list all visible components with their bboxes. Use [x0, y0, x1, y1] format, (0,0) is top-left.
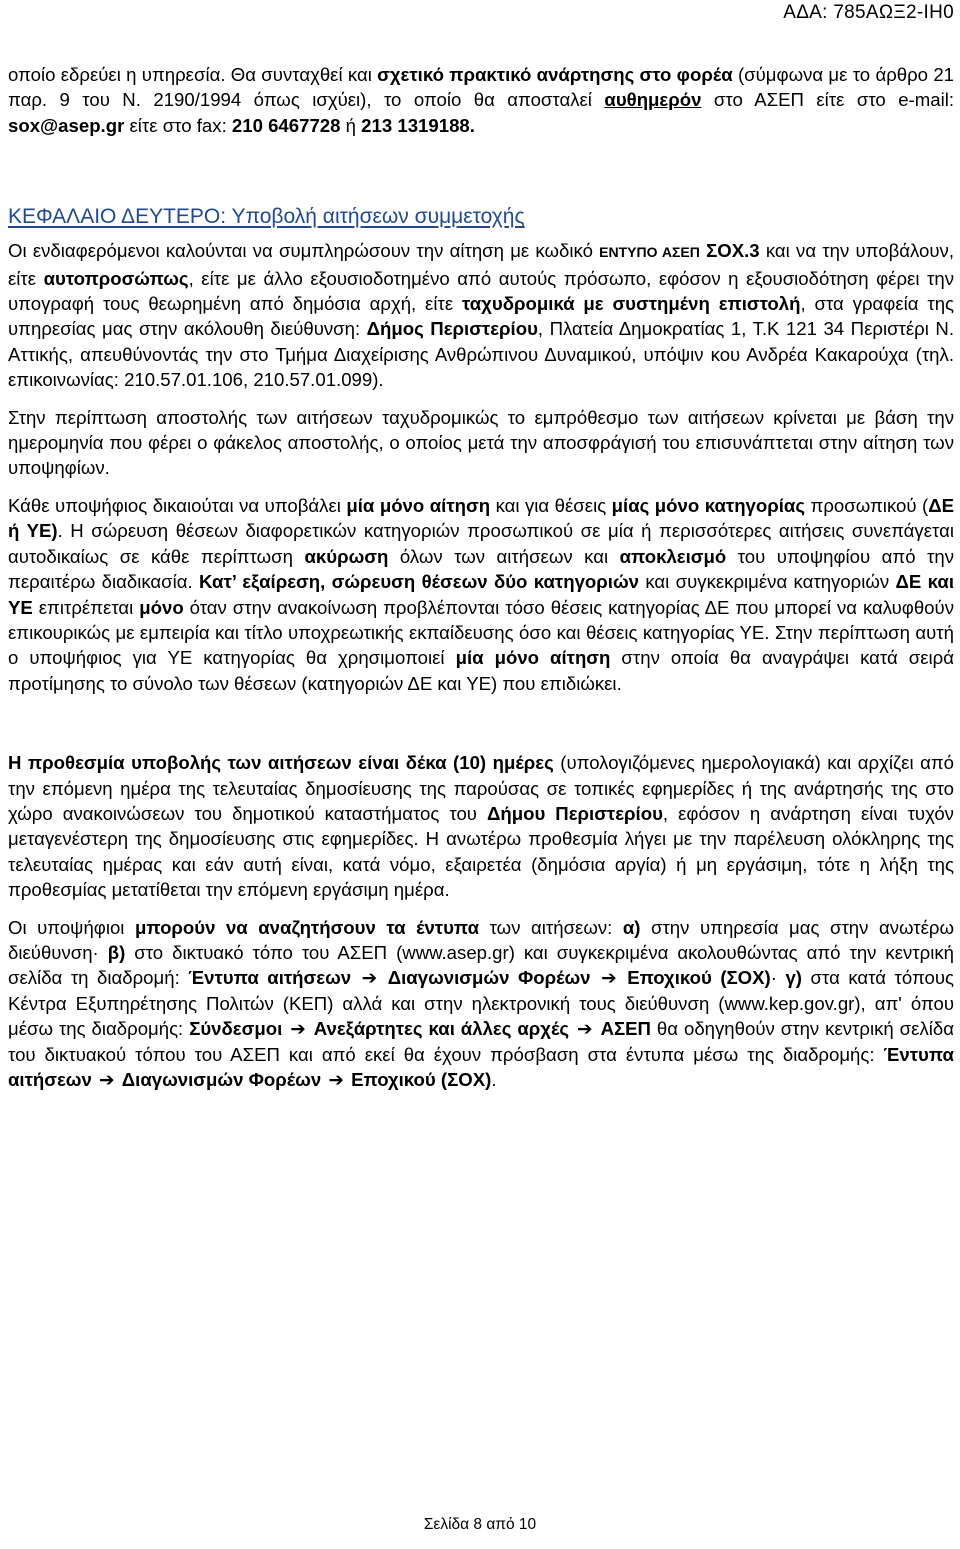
- bold-underlined-text: αυθημερόν: [604, 89, 702, 111]
- text: θα οδηγηθούν στην κεντρική σελίδα του δικτυακού τόπου του ΑΣΕΠ και από εκεί θα έχουν πρόσβαση στα έντυπα μέσω της διαδρομής:: [8, 1018, 954, 1065]
- arrow-right-icon: ➔: [601, 967, 617, 989]
- bold-text: Έντυπα αιτήσεων: [188, 967, 352, 989]
- fax-number: 213 1319188.: [361, 114, 475, 136]
- paragraph-5: [8, 915, 954, 1093]
- arrow-right-icon: ➔: [577, 1018, 593, 1040]
- text: , Πλατεία Δημοκρατίας 1, Τ.Κ 121 34 Περιστέρι Ν. Αττικής, απευθύνοντάς την στο Τμήμα Διαχείρισης Ανθρώπινου Δυναμικού, υπόψιν κου Ανδρέα Κακαρούχα (τηλ. επικοινωνίας: 210.57.01.106, 210.57.01.099).: [8, 318, 954, 391]
- page-number: Σελίδα 8 από 10: [423, 1516, 537, 1533]
- text: στο ΑΣΕΠ είτε στο e-mail:: [701, 89, 955, 111]
- bold-text: Ανεξάρτητες και άλλες αρχές: [313, 1018, 570, 1040]
- bold-text: ταχυδρομικά με συστημένη επιστολή: [461, 293, 801, 315]
- text: του υποψηφίου από την περαιτέρω διαδικασία.: [8, 545, 955, 593]
- text: . Η σώρευση θέσεων διαφορετικών κατηγοριών προσωπικού σε μία ή περισσότερες αιτήσεις συνεπάγεται αυτοδικαίως σε κάθε περίπτωση: [8, 520, 954, 567]
- bold-text: ΔΕ και ΥΕ: [8, 571, 954, 618]
- text: προσωπικού (: [805, 494, 929, 516]
- bold-text: Εποχικού (ΣΟΧ): [351, 1069, 492, 1090]
- arrow-right-icon: ➔: [290, 1018, 306, 1040]
- text: Κάθε υποψήφιος δικαιούται να υποβάλει: [8, 494, 347, 516]
- text: και να την υποβάλουν, είτε: [8, 240, 955, 289]
- paragraph-4: [8, 750, 954, 902]
- bold-text: β): [107, 941, 126, 963]
- bold-text: ΔΕ ή ΥΕ): [8, 494, 954, 542]
- bold-text: μία μόνο αίτηση: [455, 647, 611, 669]
- email-address: sox@asep.gr: [8, 114, 125, 136]
- bold-text: Εποχικού (ΣΟΧ): [627, 967, 771, 989]
- bold-text: μόνο: [139, 596, 184, 618]
- text: στην οποία θα αναγράψει κατά σειρά προτίμησης το σύνολο των θέσεων (κατηγοριών ΔΕ και ΥΕ) που επιδιώκει.: [8, 647, 954, 694]
- text: Οι ενδιαφερόμενοι καλούνται να συμπληρώσουν την αίτηση με κωδικό: [8, 240, 600, 262]
- bold-text: Έντυπα αιτήσεων: [8, 1043, 954, 1090]
- text: ή: [340, 114, 362, 136]
- text: (σύμφωνα με το άρθρο 21 παρ. 9 του Ν. 2190/1994 όπως ισχύει), το οποίο θα αποσταλεί: [8, 64, 954, 111]
- bold-text: αποκλεισμό: [619, 545, 727, 567]
- text: στο δικτυακό τόπο του ΑΣΕΠ (www.asep.gr) και συγκεκριμένα ακολουθώντας από την κεντρική σελίδα τη διαδρομή:: [8, 941, 954, 989]
- document-body: [8, 62, 954, 1092]
- text: επιτρέπεται: [32, 596, 140, 618]
- fax-number: 210 6467728: [231, 114, 341, 136]
- text: , στα γραφεία της υπηρεσίας μας στην ακόλουθη διεύθυνση:: [8, 293, 954, 340]
- bold-text: Διαγωνισμών Φορέων: [121, 1069, 322, 1090]
- bold-text: ακύρωση: [304, 545, 389, 567]
- arrow-right-icon: ➔: [99, 1069, 115, 1090]
- paragraph-3: [8, 493, 954, 696]
- text: στα κατά τόπους Κέντρα Εξυπηρέτησης Πολιτών (ΚΕΠ) αλλά και στην ηλεκτρονική τους διεύθυνση (www.kep.gov.gr), απ' όπου μέσω της διαδρομής:: [8, 967, 954, 1040]
- bold-text: αυτοπροσώπως: [43, 267, 189, 289]
- text: οποίο εδρεύει η υπηρεσία. Θα συνταχθεί και: [8, 64, 378, 85]
- paragraph-1: [8, 238, 954, 392]
- bold-text: Κατ’ εξαίρεση, σώρευση θέσεων δύο κατηγοριών: [199, 571, 640, 593]
- arrow-right-icon: ➔: [361, 967, 378, 989]
- text: και για θέσεις: [490, 494, 612, 516]
- text: , εφόσον η ανάρτηση είναι τυχόν μεταγενέστερη της δημοσίευσης στις εφημερίδες. Η ανωτέρω προθεσμία λήγει με την παρέλευση ολόκληρης της τελευταίας ημέρας και εάν αυτή είναι, κατά νόμο, εξαιρετέα (δημόσια αργία) ή μη εργάσιμη, τότε η λήξη της προθεσμίας μετατίθεται την επόμενη εργάσιμη ημέρα.: [8, 802, 954, 901]
- text: , είτε με άλλο εξουσιοδοτημένο από αυτούς πρόσωπο, εφόσον η εξουσιοδότηση φέρει την υπογραφή τους θεωρημένη από δημόσια αρχή, είτε: [8, 267, 954, 315]
- bold-text: Σύνδεσμοι: [189, 1018, 283, 1040]
- text: των αιτήσεων:: [479, 916, 623, 938]
- text: Οι υποψήφιοι: [8, 916, 135, 938]
- bold-text: Δήμος Περιστερίου: [366, 318, 538, 340]
- text: ·: [770, 967, 786, 989]
- section-heading: ΚΕΦΑΛΑΙΟ ΔΕΥΤΕΡΟ: Υποβολή αιτήσεων συμμετοχής: [8, 205, 525, 229]
- text: όταν στην ανακοίνωση προβλέπονται τόσο θέσεις κατηγορίας ΔΕ που μπορεί να καλυφθούν επικουρικώς με εμπειρία και τίτλο υποχρεωτικής εκπαίδευσης όσο και θέσεις κατηγορίας ΥΕ. Στην περίπτωση αυτή ο υποψήφιος για ΥΕ κατηγορίας θα χρησιμοποιεί: [8, 596, 954, 669]
- text: Στην περίπτωση αποστολής των αιτήσεων ταχυδρομικώς το εμπρόθεσμο των αιτήσεων κρίνεται με βάση την ημερομηνία που φέρει ο φάκελος αποστολής, ο οποίος μετά την αποσφράγισή του επισυνάπτεται στην αίτηση των υποψηφίων.: [8, 406, 954, 479]
- paragraph-2: [8, 405, 954, 481]
- text: .: [491, 1069, 497, 1090]
- bold-text: ΑΣΕΠ: [600, 1018, 651, 1040]
- bold-text: μπορούν να αναζητήσουν τα έντυπα: [134, 916, 480, 938]
- text: είτε στο fax:: [124, 114, 232, 136]
- bold-text: γ): [785, 967, 802, 989]
- text: (υπολογιζόμενες ημερολογιακά) και αρχίζει από την επόμενη ημέρα της τελευταίας δημοσίευσης της παρούσας σε τοπικές εφημερίδες ή της ανάρτησής της στο χώρο ανακοινώσεων του δημοτικού καταστήματος του: [8, 752, 954, 824]
- form-code: ΣΟΧ.3: [699, 240, 760, 262]
- bold-text: α): [622, 916, 641, 938]
- bold-text: μίας μόνο κατηγορίας: [611, 494, 806, 516]
- text: και συγκεκριμένα κατηγοριών: [639, 571, 896, 593]
- text: όλων των αιτήσεων και: [388, 545, 620, 567]
- text: στην υπηρεσία μας στην ανωτέρω διεύθυνση·: [8, 916, 954, 963]
- paragraph-0: [8, 62, 954, 138]
- bold-text: Διαγωνισμών Φορέων: [387, 967, 591, 989]
- bold-text: μία μόνο αίτηση: [346, 494, 491, 516]
- bold-text: σχετικό πρακτικό ανάρτησης στο φορέα: [377, 64, 733, 85]
- form-code: ΕΝΤΥΠΟ ΑΣΕΠ: [599, 244, 700, 261]
- bold-text: Η προθεσμία υποβολής των αιτήσεων είναι δέκα (10) ημέρες: [8, 752, 554, 774]
- ada-identifier: ΑΔΑ: 785ΑΩΞ2-ΙΗ0: [783, 2, 954, 23]
- bold-text: Δήμου Περιστερίου: [486, 802, 663, 824]
- arrow-right-icon: ➔: [328, 1069, 344, 1090]
